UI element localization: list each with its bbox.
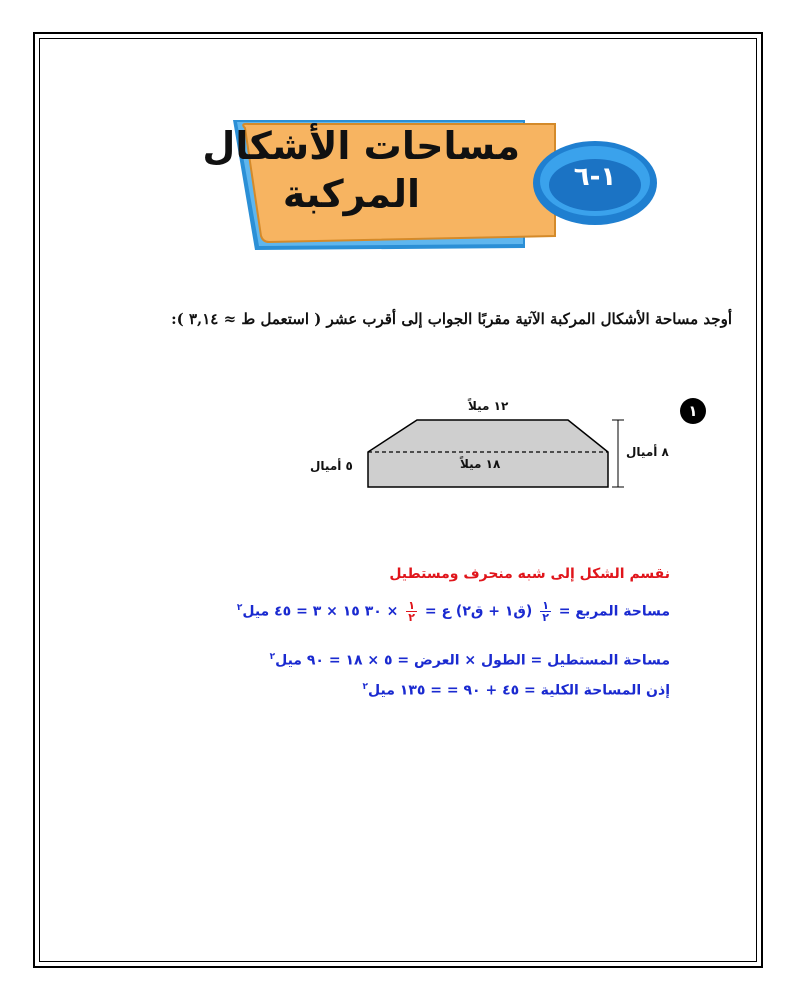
step2-suffix: × ٣٠ ١٥ × ٣ = ٤٥ ميل [242,603,399,620]
top-side-label: ١٢ ميلاً [468,399,509,413]
step4-text: إذن المساحة الكلية = ٤٥ + ٩٠ = = ١٣٥ ميل [368,682,670,699]
step3-unit-exponent: ٢ [269,652,276,662]
lesson-title-line1: مساحات الأشكال [202,124,520,168]
step2-prefix: مساحة المربع = [558,603,670,620]
exercise-instruction: أوجد مساحة الأشكال المركبة الآتية مقربًا الجواب إلى أقرب عشر ( استعمل ط ≈ ٣,١٤ ): [171,310,732,328]
bottom-side-label: ١٨ ميلاً [460,457,501,471]
height-label: ٨ أميال [626,445,669,459]
step2-fraction-half: $\frac{١}{٢}$ [542,599,549,624]
question-number-marker: ١ [680,398,706,424]
lesson-title-line2: المركبة [282,172,420,216]
solution-step-4 [363,682,670,699]
lesson-banner [202,118,665,253]
solution-step-2 [237,600,670,623]
step2-unit-exponent: ٢ [236,602,243,613]
step4-unit-exponent: ٢ [362,682,369,692]
solution-step-3 [270,652,670,669]
step2-middle: (ق١ + ق٢) ع = [424,603,533,620]
lesson-number-badge: ١-٦ [573,162,617,192]
rectangle-height-label: ٥ أميال [310,459,353,473]
step2-fraction-cancelled: $\frac{١}{٢}$ [408,599,415,624]
composite-shape-figure [310,395,690,505]
solution-step-1: نقسم الشكل إلى شبه منحرف ومستطيل [389,566,670,582]
step3-text: مساحة المستطيل = الطول × العرض = ٥ × ١٨ = ٩٠ ميل [275,652,670,669]
